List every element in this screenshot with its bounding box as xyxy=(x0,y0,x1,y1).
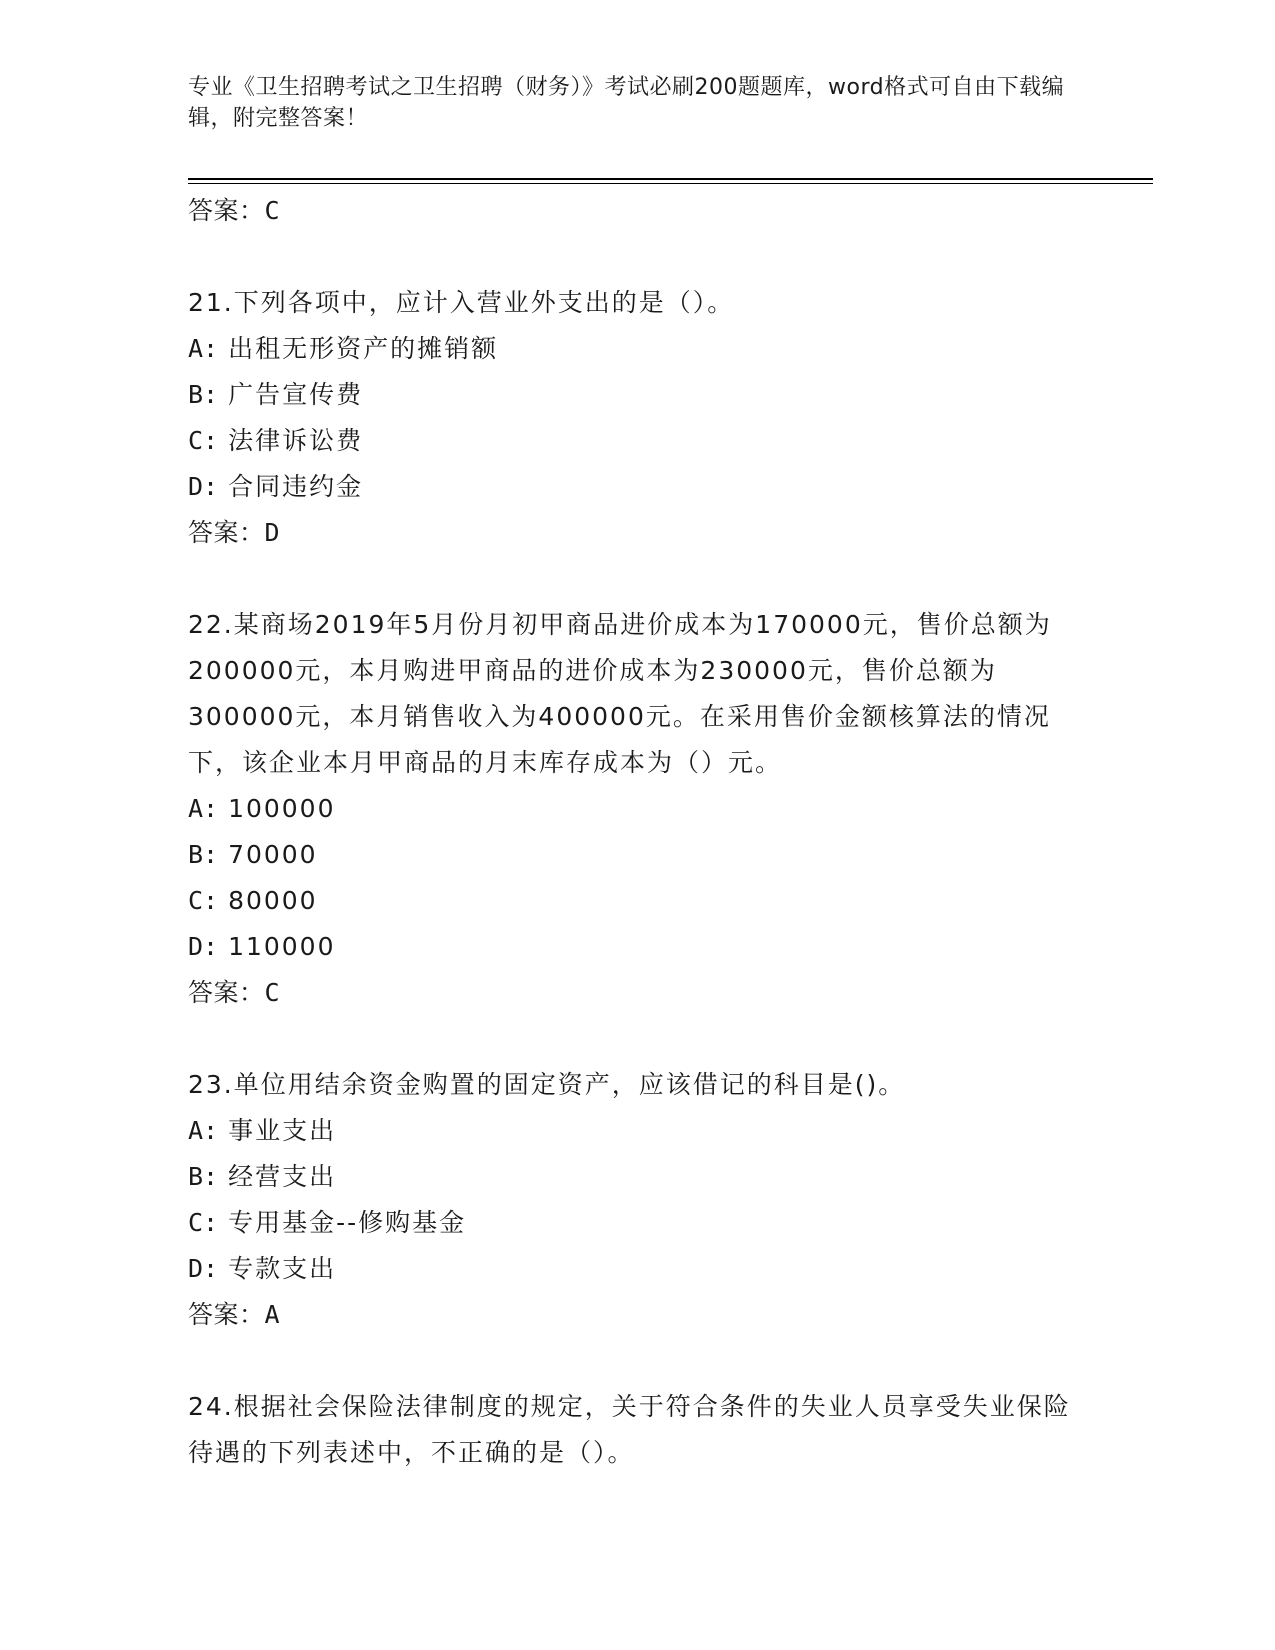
option-d xyxy=(188,464,1088,510)
header-divider-thick xyxy=(188,178,1153,180)
option-b xyxy=(188,1154,1088,1200)
answer-value: C xyxy=(264,196,281,225)
question-23 xyxy=(188,1062,1088,1338)
answer-label: 答案： xyxy=(188,518,265,547)
question-stem: 23.单位用结余资金购置的固定资产，应该借记的科目是()。 xyxy=(188,1070,906,1099)
option-a xyxy=(188,786,1088,832)
option-letter: C: xyxy=(188,1208,219,1237)
answer-label: 答案： xyxy=(188,196,265,225)
option-text: 110000 xyxy=(228,932,336,961)
option-text: 经营支出 xyxy=(228,1162,337,1191)
question-21 xyxy=(188,280,1088,556)
question-stem: 21.下列各项中，应计入营业外支出的是（）。 xyxy=(188,288,735,317)
option-text: 事业支出 xyxy=(228,1116,337,1145)
answer-value: C xyxy=(264,978,281,1007)
option-b xyxy=(188,372,1088,418)
answer-line xyxy=(188,970,1088,1016)
option-b xyxy=(188,832,1088,878)
answer-value: D xyxy=(264,518,281,547)
question-stem: 22.某商场2019年5月份月初甲商品进价成本为170000元，售价总额为200000元，本月购进甲商品的进价成本为230000元，售价总额为300000元，本月销售收入为400000元。在采用售价金额核算法的情况下，该企业本月甲商品的月末库存成本为（）元。 xyxy=(188,610,1052,777)
option-d xyxy=(188,1246,1088,1292)
option-text: 100000 xyxy=(228,794,336,823)
option-letter: B: xyxy=(188,380,219,409)
answer-value: A xyxy=(264,1300,281,1329)
answer-line xyxy=(188,1292,1088,1338)
answer-label: 答案： xyxy=(188,1300,265,1329)
question-stem: 24.根据社会保险法律制度的规定，关于符合条件的失业人员享受失业保险待遇的下列表述中，不正确的是（）。 xyxy=(188,1392,1071,1467)
option-letter: B: xyxy=(188,1162,219,1191)
option-c xyxy=(188,1200,1088,1246)
option-text: 法律诉讼费 xyxy=(228,426,364,455)
answer-label: 答案： xyxy=(188,978,265,1007)
option-a xyxy=(188,1108,1088,1154)
document-body xyxy=(188,188,1088,1476)
option-c xyxy=(188,878,1088,924)
question-24 xyxy=(188,1384,1088,1476)
option-letter: D: xyxy=(188,1254,219,1283)
answer-line xyxy=(188,510,1088,556)
option-letter: A: xyxy=(188,1116,219,1145)
option-text: 70000 xyxy=(228,840,318,869)
header-divider-thin xyxy=(188,183,1153,184)
option-d xyxy=(188,924,1088,970)
option-letter: A: xyxy=(188,334,219,363)
page-header: 专业《卫生招聘考试之卫生招聘（财务）》考试必刷200题题库，word格式可自由下载编辑，附完整答案！ xyxy=(188,75,1065,131)
option-text: 合同违约金 xyxy=(228,472,364,501)
option-letter: C: xyxy=(188,426,219,455)
question-22 xyxy=(188,602,1088,1016)
option-c xyxy=(188,418,1088,464)
option-letter: A: xyxy=(188,794,219,823)
option-text: 专用基金--修购基金 xyxy=(228,1208,467,1237)
option-letter: B: xyxy=(188,840,219,869)
option-text: 出租无形资产的摊销额 xyxy=(228,334,499,363)
option-text: 专款支出 xyxy=(228,1254,337,1283)
option-letter: D: xyxy=(188,932,219,961)
option-letter: C: xyxy=(188,886,219,915)
answer-line xyxy=(188,188,1088,234)
option-letter: D: xyxy=(188,472,219,501)
option-text: 80000 xyxy=(228,886,318,915)
option-text: 广告宣传费 xyxy=(228,380,364,409)
option-a xyxy=(188,326,1088,372)
